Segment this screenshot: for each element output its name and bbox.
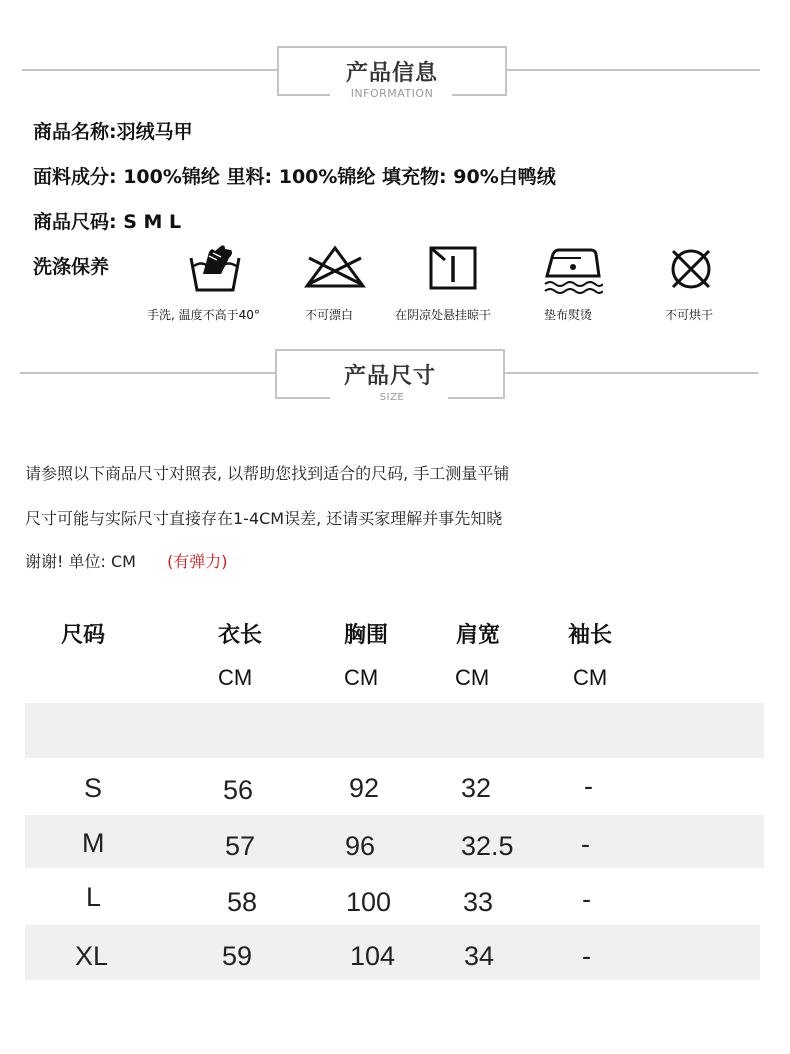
table-cell: 33: [463, 887, 494, 917]
table-cell: -: [584, 771, 593, 801]
product-info-header: [0, 40, 790, 100]
care-label-no-bleach: 不可漂白: [305, 308, 354, 322]
unit-note: [25, 549, 228, 572]
table-band: [25, 815, 764, 868]
section-subtitle: INFORMATION: [350, 87, 434, 100]
table-cell: 58: [227, 887, 258, 917]
table-cell: 96: [345, 831, 376, 861]
table-cell: 32.5: [461, 831, 514, 861]
size-options-line: 商品尺码: S M L: [33, 211, 182, 233]
care-label-no-tumble: 不可烘干: [665, 308, 714, 322]
table-cell: M: [82, 828, 105, 858]
section-title: 产品信息: [345, 61, 438, 86]
care-label-line-dry: 在阴凉处悬挂晾干: [395, 308, 492, 322]
measure-note-1: 请参照以下商品尺寸对照表, 以帮助您找到适合的尺码, 手工测量平铺: [25, 464, 510, 483]
table-cell: L: [86, 882, 102, 912]
table-cell: 32: [461, 773, 492, 803]
unit-chest: CM: [344, 665, 379, 690]
col-header-sleeve: 袖长: [568, 623, 613, 648]
table-cell: 56: [223, 775, 254, 805]
product-size-header: [0, 343, 790, 403]
col-header-shoulder: 肩宽: [456, 623, 501, 648]
col-header-length: 衣长: [218, 623, 263, 648]
unit-shoulder: CM: [455, 665, 490, 690]
table-cell: 34: [464, 941, 495, 971]
table-cell: S: [84, 773, 103, 803]
care-label: 洗涤保养: [33, 256, 110, 278]
elastic-note: (有弹力): [167, 552, 228, 571]
table-cell: 57: [225, 831, 256, 861]
table-cell: -: [582, 884, 591, 914]
table-cell: -: [581, 829, 590, 859]
table-cell: -: [582, 941, 591, 971]
table-cell: 59: [222, 941, 253, 971]
table-band: [25, 703, 764, 758]
care-label-iron: 垫布熨烫: [544, 308, 593, 322]
measure-note-2: 尺寸可能与实际尺寸直接存在1-4CM误差, 还请买家理解并事先知晓: [25, 509, 503, 528]
table-cell: 100: [346, 887, 392, 917]
unit-text: 谢谢! 单位: CM: [25, 552, 136, 571]
table-cell: XL: [75, 941, 109, 971]
table-cell: 104: [350, 941, 396, 971]
section-subtitle: SIZE: [379, 392, 405, 403]
unit-length: CM: [218, 665, 253, 690]
col-header-size: 尺码: [61, 623, 106, 648]
table-cell: 92: [349, 773, 380, 803]
col-header-chest: 胸围: [344, 623, 389, 648]
product-name-line: 商品名称:羽绒马甲: [33, 121, 193, 143]
material-line: 面料成分: 100%锦纶 里料: 100%锦纶 填充物: 90%白鸭绒: [33, 166, 556, 188]
no-tumble-dry-icon: [616, 244, 766, 294]
section-title: 产品尺寸: [343, 364, 436, 389]
unit-sleeve: CM: [573, 665, 608, 690]
care-label-hand-wash: 手洗, 温度不高于40°: [147, 308, 260, 322]
